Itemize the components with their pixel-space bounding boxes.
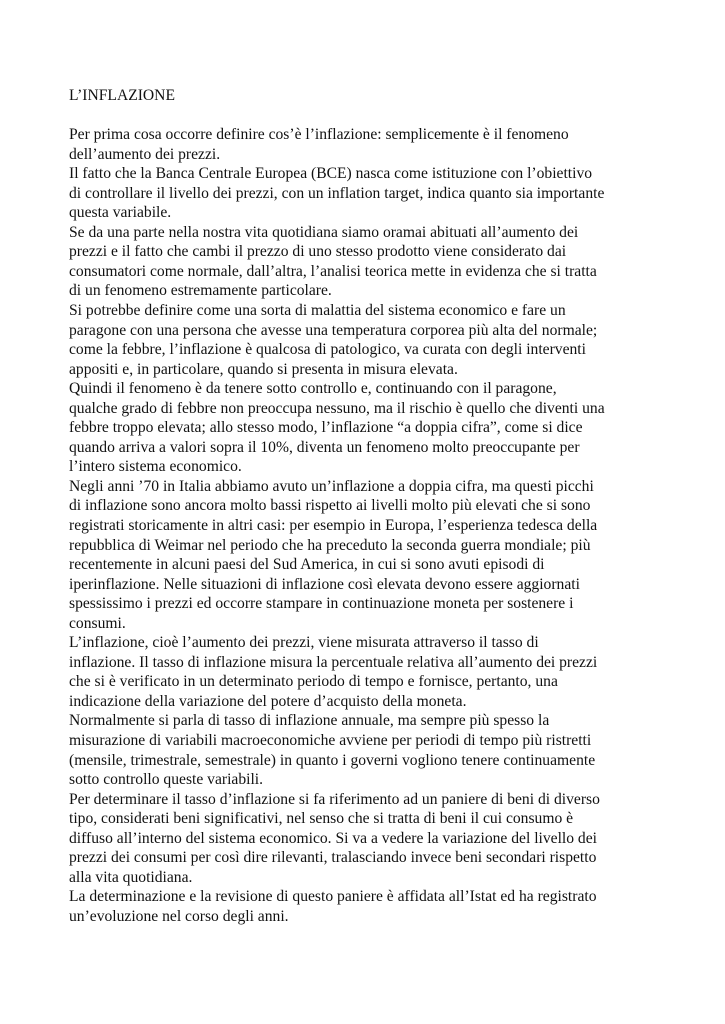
text-line: Il fatto che la Banca Centrale Europea (BCE) nasca come istituzione con l’obiettivo <box>69 165 593 183</box>
text-line: consumatori come normale, dall’altra, l’analisi teorica mette in evidenza che si tratta <box>69 262 597 280</box>
text-line: un’evoluzione nel corso degli anni. <box>69 907 289 925</box>
text-line: di un fenomeno estremamente particolare. <box>69 282 332 300</box>
text-line: di controllare il livello dei prezzi, con un inflation target, indica quanto sia importante <box>69 184 605 202</box>
text-line: Negli anni ’70 in Italia abbiamo avuto un’inflazione a doppia cifra, ma questi picchi <box>69 477 594 495</box>
text-line: L’inflazione, cioè l’aumento dei prezzi, viene misurata attraverso il tasso di <box>69 634 539 652</box>
text-line: recentemente in alcuni paesi del Sud America, in cui si sono avuti episodi di <box>69 556 545 574</box>
text-line: indicazione della variazione del potere d’acquisto della moneta. <box>69 692 467 710</box>
text-line: prezzi dei consumi per così dire rilevanti, tralasciando invece beni secondari rispetto <box>69 849 597 867</box>
paragraph <box>69 633 721 711</box>
text-line: Per determinare il tasso d’inflazione si fa riferimento ad un paniere di beni di diverso <box>69 790 600 808</box>
paragraph <box>69 164 721 223</box>
paragraph <box>69 125 721 164</box>
text-line: repubblica di Weimar nel periodo che ha preceduto la seconda guerra mondiale; più <box>69 536 591 554</box>
text-line: consumi. <box>69 614 126 632</box>
document-title: L’INFLAZIONE <box>69 87 175 104</box>
text-line: La determinazione e la revisione di questo paniere è affidata all’Istat ed ha registrato <box>69 888 597 906</box>
document-body <box>69 125 721 926</box>
text-line: Per prima cosa occorre definire cos’è l’inflazione: semplicemente è il fenomeno <box>69 126 569 144</box>
paragraph <box>69 887 721 926</box>
paragraph <box>69 790 721 888</box>
text-line: Normalmente si parla di tasso di inflazione annuale, ma sempre più spesso la <box>69 712 550 730</box>
text-line: Si potrebbe definire come una sorta di malattia del sistema economico e fare un <box>69 301 566 319</box>
text-line: alla vita quotidiana. <box>69 868 193 886</box>
paragraph <box>69 301 721 379</box>
text-line: iperinflazione. Nelle situazioni di inflazione così elevata devono essere aggiornati <box>69 575 580 593</box>
paragraph <box>69 477 721 633</box>
paragraph <box>69 223 721 301</box>
text-line: tipo, considerati beni significativi, nel senso che si tratta di beni il cui consumo è <box>69 810 574 828</box>
text-line: che si è verificato in un determinato periodo di tempo e fornisce, pertanto, una <box>69 673 558 691</box>
text-line: spessissimo i prezzi ed occorre stampare in continuazione moneta per sostenere i <box>69 595 574 613</box>
text-line: registrati storicamente in altri casi: per esempio in Europa, l’esperienza tedesca della <box>69 516 598 534</box>
text-line: quando arriva a valori sopra il 10%, diventa un fenomeno molto preoccupante per <box>69 438 580 456</box>
text-line: Quindi il fenomeno è da tenere sotto controllo e, continuando con il paragone, <box>69 380 557 398</box>
text-line: Se da una parte nella nostra vita quotidiana siamo oramai abituati all’aumento dei <box>69 223 579 241</box>
text-line: questa variabile. <box>69 204 172 222</box>
text-line: diffuso all’interno del sistema economico. Si va a vedere la variazione del livello dei <box>69 829 597 847</box>
text-line: misurazione di variabili macroeconomiche avviene per periodi di tempo più ristretti <box>69 732 592 749</box>
text-line: prezzi e il fatto che cambi il prezzo di uno stesso prodotto viene considerato dai <box>69 243 567 261</box>
text-line: qualche grado di febbre non preoccupa nessuno, ma il rischio è quello che diventi una <box>69 399 605 417</box>
text-line: di inflazione sono ancora molto bassi rispetto ai livelli molto più elevati che si sono <box>69 497 591 515</box>
text-line: dell’aumento dei prezzi. <box>69 145 221 163</box>
text-line: inflazione. Il tasso di inflazione misura la percentuale relativa all’aumento dei prezzi <box>69 653 598 671</box>
text-line: paragone con una persona che avesse una temperatura corporea più alta del normale; <box>69 321 598 339</box>
text-line: febbre troppo elevata; allo stesso modo, l’inflazione “a doppia cifra”, come si dice <box>69 419 583 437</box>
text-line: l’intero sistema economico. <box>69 458 242 476</box>
paragraph <box>69 711 721 789</box>
text-line: sotto controllo queste variabili. <box>69 771 264 789</box>
text-line: appositi e, in particolare, quando si presenta in misura elevata. <box>69 360 458 378</box>
text-line: (mensile, trimestrale, semestrale) in quanto i governi vogliono tenere continuamente <box>69 751 596 769</box>
document-page <box>69 86 721 926</box>
text-line: come la febbre, l’inflazione è qualcosa di patologico, va curata con degli interventi <box>69 341 586 359</box>
paragraph <box>69 379 721 477</box>
